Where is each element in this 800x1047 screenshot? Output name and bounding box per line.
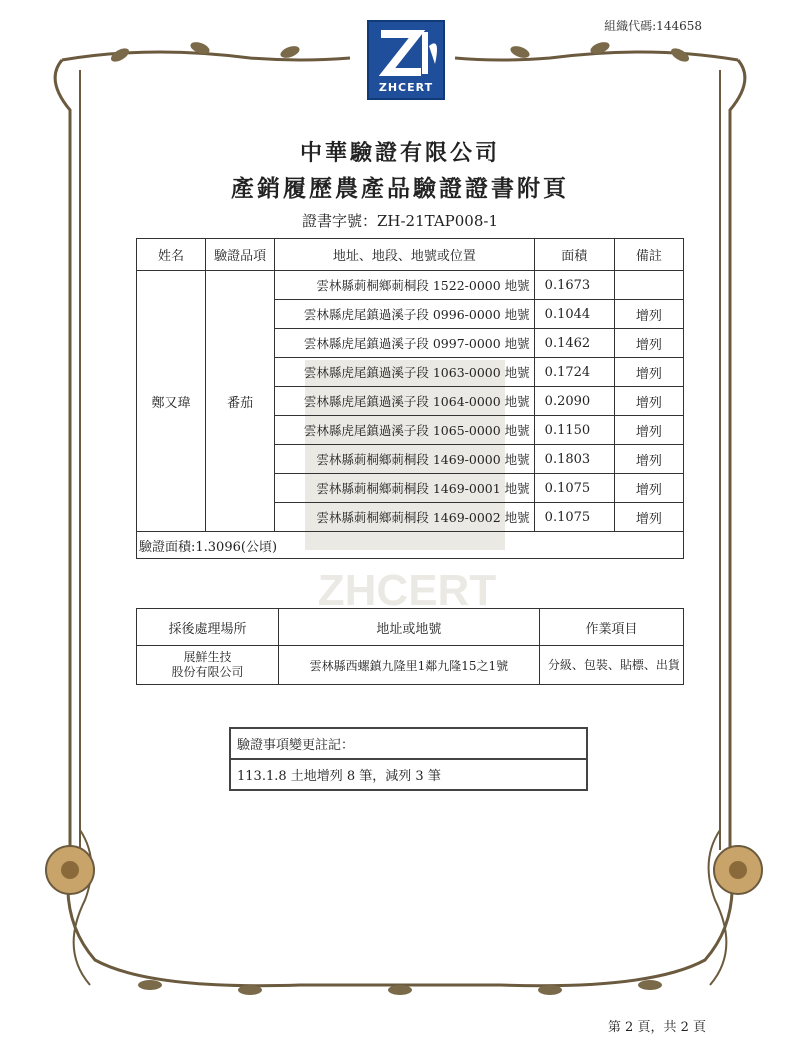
header-processing-address: 地址或地號 — [278, 609, 539, 646]
land-area: 0.2090 — [534, 387, 614, 416]
processing-operations: 分級、包裝、貼標、出貨 — [539, 646, 683, 685]
organization-code: 組織代碼:144658 — [604, 19, 702, 33]
land-area: 0.1075 — [534, 503, 614, 532]
land-address: 雲林縣莿桐鄉莿桐段 1522-0000 地號 — [275, 271, 534, 300]
land-address: 雲林縣莿桐鄉莿桐段 1469-0000 地號 — [275, 445, 534, 474]
land-area: 0.1803 — [534, 445, 614, 474]
total-row — [137, 532, 684, 559]
land-note: 增列 — [614, 474, 683, 503]
land-note: 增列 — [614, 329, 683, 358]
land-note: 增列 — [614, 445, 683, 474]
crop-item: 番茄 — [206, 271, 275, 532]
zhcert-logo — [367, 20, 445, 100]
land-note: 增列 — [614, 503, 683, 532]
logo-text: ZHCERT — [378, 81, 434, 94]
table-row — [137, 271, 684, 300]
document-title: 產銷履歷農產品驗證證書附頁 — [231, 175, 569, 202]
header-name: 姓名 — [137, 239, 206, 271]
change-note-table — [229, 727, 588, 791]
land-address: 雲林縣虎尾鎮過溪子段 1064-0000 地號 — [275, 387, 534, 416]
land-note: 增列 — [614, 300, 683, 329]
header-note: 備註 — [614, 239, 683, 271]
watermark-text: ZHCERT — [317, 566, 497, 615]
processing-address: 雲林縣西螺鎮九隆里1鄰九隆15之1號 — [278, 646, 539, 685]
processing-place-line1: 展鮮生技 — [183, 650, 232, 664]
header-processing-place: 採後處理場所 — [137, 609, 279, 646]
land-note — [614, 271, 683, 300]
processing-place-line2: 股份有限公司 — [171, 665, 244, 679]
header-operations: 作業項目 — [539, 609, 683, 646]
table-header-row — [137, 239, 684, 271]
farmer-name: 鄭又瑋 — [137, 271, 206, 532]
certificate-number: 證書字號：ZH-21TAP008-1 — [301, 212, 498, 230]
logo-mark — [369, 24, 443, 84]
land-area: 0.1075 — [534, 474, 614, 503]
land-address: 雲林縣莿桐鄉莿桐段 1469-0002 地號 — [275, 503, 534, 532]
land-address: 雲林縣虎尾鎮過溪子段 1065-0000 地號 — [275, 416, 534, 445]
header-address: 地址、地段、地號或位置 — [275, 239, 534, 271]
total-area: 驗證面積:1.3096(公頃) — [137, 532, 684, 559]
table-row — [137, 646, 684, 685]
land-note: 增列 — [614, 387, 683, 416]
land-note: 增列 — [614, 416, 683, 445]
land-area: 0.1673 — [534, 271, 614, 300]
land-address: 雲林縣虎尾鎮過溪子段 0996-0000 地號 — [275, 300, 534, 329]
land-area: 0.1150 — [534, 416, 614, 445]
land-address: 雲林縣莿桐鄉莿桐段 1469-0001 地號 — [275, 474, 534, 503]
land-address: 雲林縣虎尾鎮過溪子段 0997-0000 地號 — [275, 329, 534, 358]
land-area: 0.1462 — [534, 329, 614, 358]
processing-site-table — [136, 608, 684, 685]
table-header-row — [137, 609, 684, 646]
land-note: 增列 — [614, 358, 683, 387]
change-note-label: 驗證事項變更註記： — [230, 728, 587, 759]
header-area: 面積 — [534, 239, 614, 271]
change-note-text: 113.1.8 土地增列 8 筆，減列 3 筆 — [230, 759, 587, 790]
processing-place — [137, 646, 279, 685]
land-area: 0.1044 — [534, 300, 614, 329]
company-title: 中華驗證有限公司 — [299, 140, 500, 166]
land-area: 0.1724 — [534, 358, 614, 387]
land-address: 雲林縣虎尾鎮過溪子段 1063-0000 地號 — [275, 358, 534, 387]
header-crop: 驗證品項 — [206, 239, 275, 271]
farm-land-table — [136, 238, 684, 559]
page-number: 第 2 頁，共 2 頁 — [607, 1020, 706, 1035]
